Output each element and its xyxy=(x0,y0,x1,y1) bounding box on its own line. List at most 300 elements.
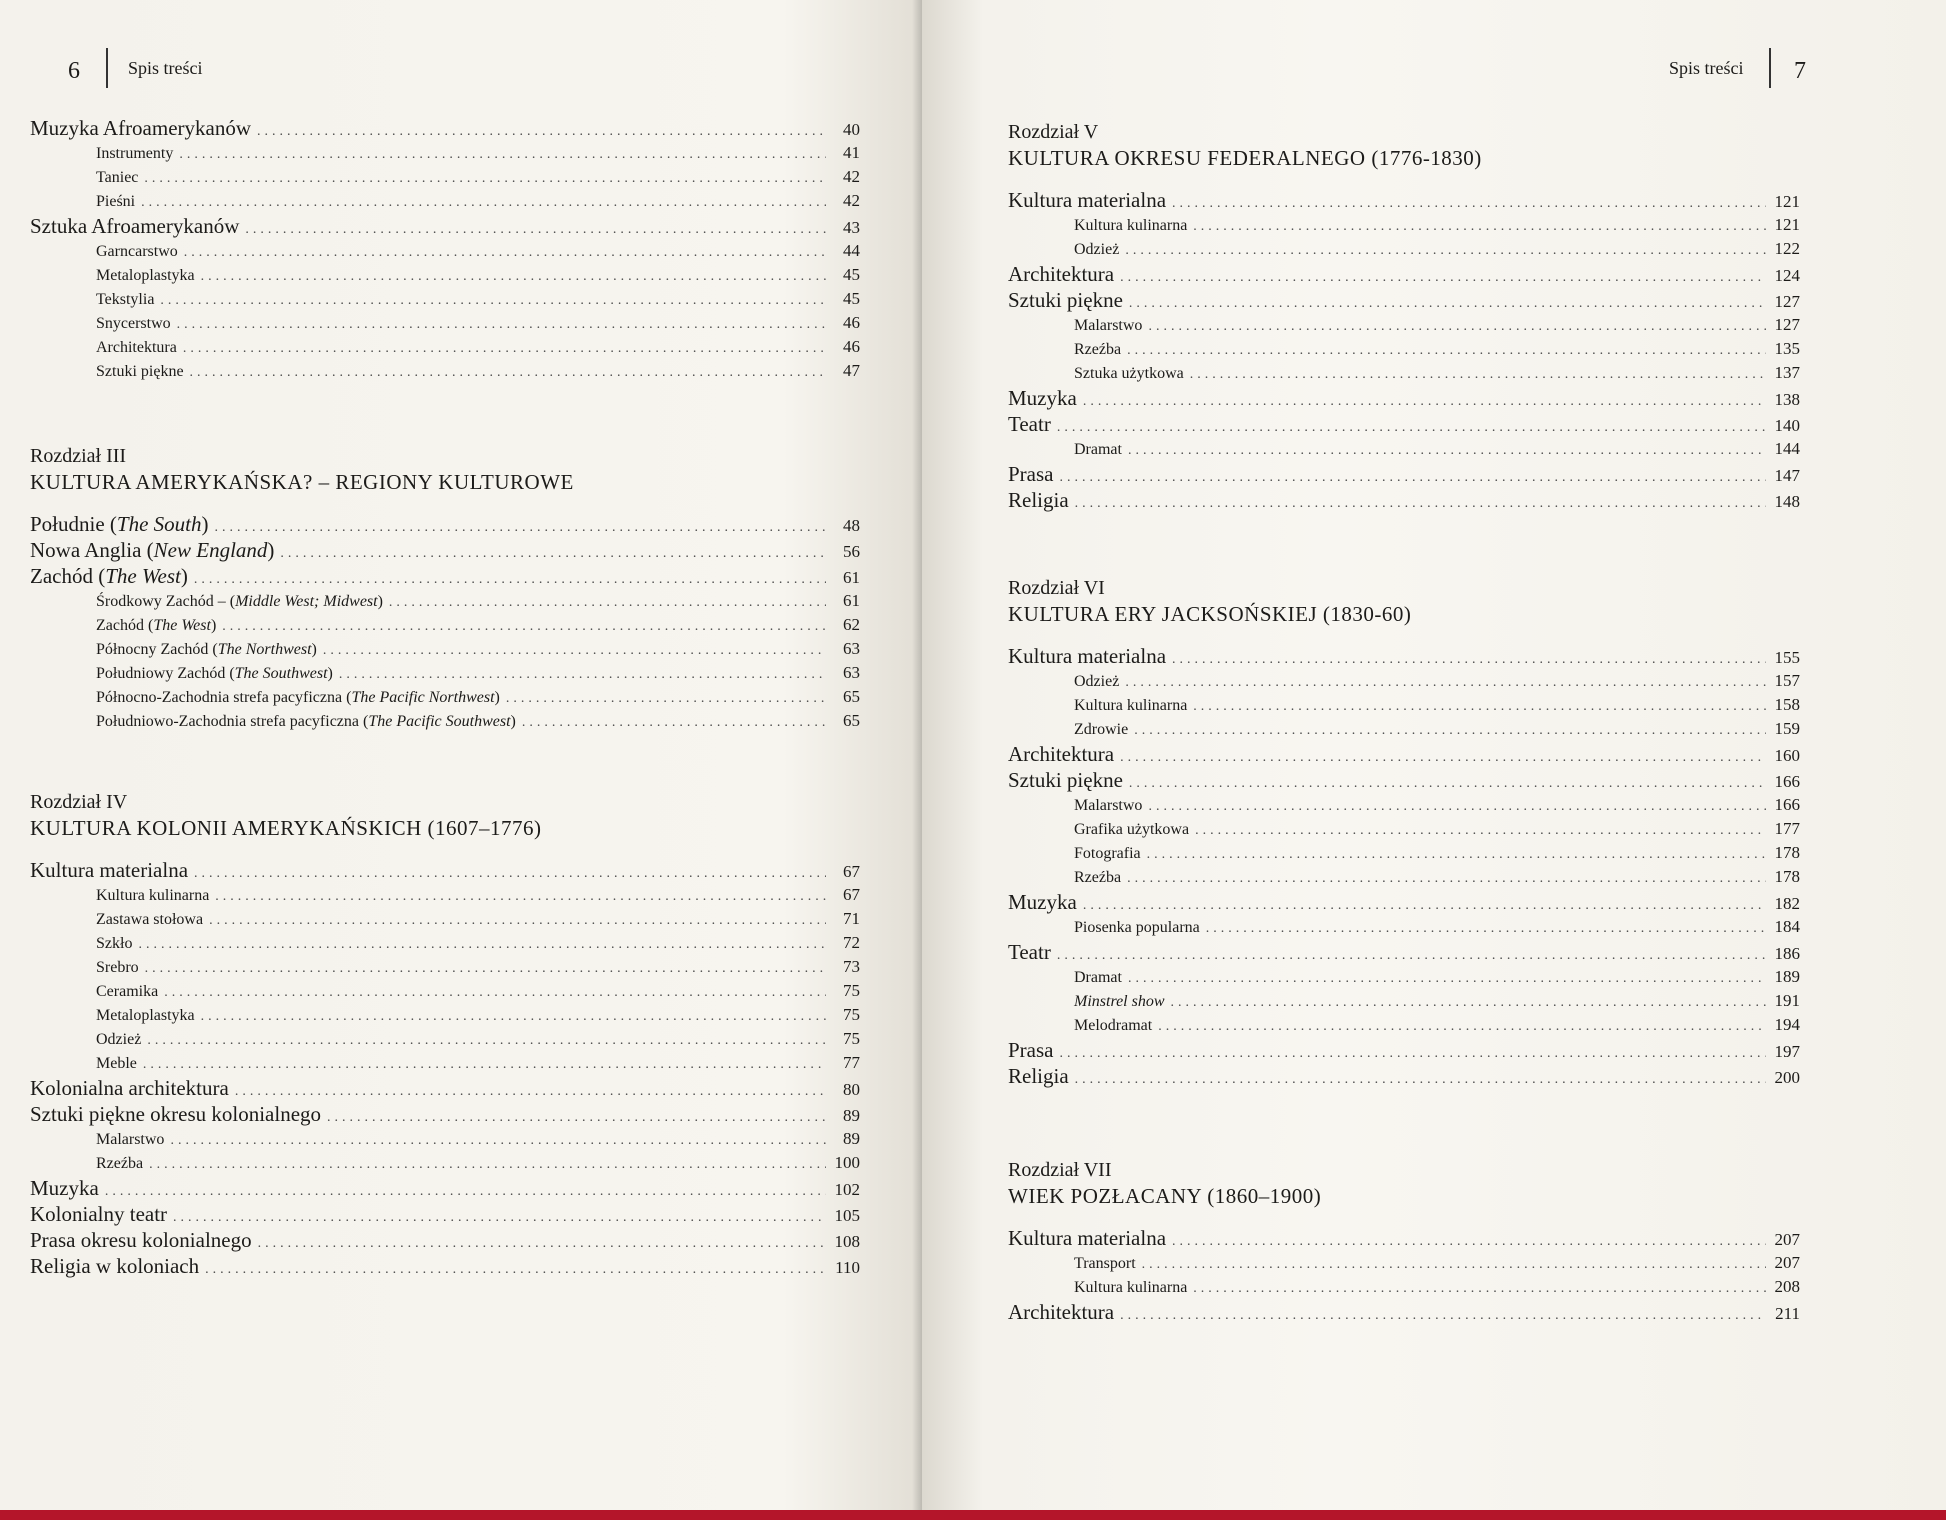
dot-leader xyxy=(1127,872,1766,886)
dot-leader xyxy=(1120,1309,1766,1323)
toc-entry-title: Zachód (The West) xyxy=(30,564,188,588)
toc-entry-title: Kultura kulinarna xyxy=(1074,1279,1188,1296)
toc-entry xyxy=(1008,240,1800,264)
toc-entry-title: Szkło xyxy=(96,935,133,952)
toc-entry-title: Kultura materialna xyxy=(1008,188,1167,212)
dot-leader xyxy=(1057,421,1766,435)
toc-entry xyxy=(30,566,860,592)
toc-entry-page: 67 xyxy=(843,885,860,904)
toc-entry-title: Dramat xyxy=(1074,969,1122,986)
chapter-title: KULTURA OKRESU FEDERALNEGO (1776-1830) xyxy=(1008,146,1482,170)
toc-entry-title: Muzyka xyxy=(30,1176,99,1200)
toc-entry-title: Prasa xyxy=(1008,462,1054,486)
toc-entry-page: 110 xyxy=(835,1258,860,1277)
toc-entry-page: 43 xyxy=(843,218,860,237)
toc-entry xyxy=(1008,820,1800,844)
toc-entry-title: Południowo-Zachodnia strefa pacyficzna (The Pacific Southwest) xyxy=(96,713,516,730)
toc-entry-title: Religia xyxy=(1008,1064,1069,1088)
left-header-rule xyxy=(106,48,108,88)
toc-entry xyxy=(1008,968,1800,992)
toc-entry xyxy=(30,1078,860,1104)
toc-entry-page: 72 xyxy=(843,933,860,952)
toc-entry xyxy=(1008,844,1800,868)
toc-entry-title: Środkowy Zachód – (Middle West; Midwest) xyxy=(96,593,383,610)
toc-entry-page: 191 xyxy=(1774,991,1800,1010)
toc-entry-page: 137 xyxy=(1774,363,1800,382)
toc-entry-page: 121 xyxy=(1774,215,1800,234)
toc-entry xyxy=(30,192,860,216)
dot-leader xyxy=(143,1058,826,1072)
chapter-label: Rozdział III xyxy=(30,445,127,467)
toc-entry-title: Architektura xyxy=(1008,1300,1115,1324)
dot-leader xyxy=(138,938,826,952)
toc-entry-page: 108 xyxy=(834,1232,860,1251)
toc-entry-title: Sztuka Afroamerykanów xyxy=(30,214,240,238)
chapter-label: Rozdział VII xyxy=(1008,1159,1112,1181)
right-running-header: Spis treści xyxy=(1669,58,1744,78)
toc-entry-title: Odzież xyxy=(96,1031,142,1048)
toc-entry-title: Kultura kulinarna xyxy=(1074,217,1188,234)
toc-entry-page: 40 xyxy=(843,120,860,139)
toc-entry-page: 47 xyxy=(843,361,860,380)
toc-entry xyxy=(1008,744,1800,770)
dot-leader xyxy=(141,196,826,210)
toc-entry-title: Kultura kulinarna xyxy=(96,887,210,904)
toc-entry-page: 62 xyxy=(843,615,860,634)
toc-entry-page: 140 xyxy=(1774,416,1800,435)
toc-entry-page: 157 xyxy=(1774,671,1800,690)
toc-entry xyxy=(30,314,860,338)
dot-leader xyxy=(1172,197,1766,211)
toc-entry-title: Meble xyxy=(96,1055,137,1072)
toc-entry xyxy=(1008,290,1800,316)
toc-entry-page: 127 xyxy=(1774,292,1800,311)
toc-entry-title: Snycerstwo xyxy=(96,315,171,332)
dot-leader xyxy=(522,716,826,730)
toc-entry xyxy=(30,266,860,290)
toc-entry xyxy=(30,168,860,192)
chapter-label: Rozdział IV xyxy=(30,791,128,813)
dot-leader xyxy=(1128,972,1766,986)
toc-entry-title: Architektura xyxy=(1008,742,1115,766)
toc-entry-page: 189 xyxy=(1774,967,1800,986)
toc-entry xyxy=(30,514,860,540)
dot-leader xyxy=(1120,751,1766,765)
toc-entry xyxy=(30,1154,860,1178)
toc-entry-title: Północny Zachód (The Northwest) xyxy=(96,641,317,658)
dot-leader xyxy=(194,573,826,587)
toc-entry-page: 166 xyxy=(1774,772,1800,791)
toc-entry xyxy=(30,688,860,712)
toc-entry-title: Zachód (The West) xyxy=(96,617,217,634)
toc-entry xyxy=(1008,992,1800,1016)
dot-leader xyxy=(144,172,826,186)
dot-leader xyxy=(149,1158,826,1172)
toc-entry-title: Architektura xyxy=(96,339,177,356)
toc-entry-page: 184 xyxy=(1774,917,1800,936)
toc-entry xyxy=(30,144,860,168)
toc-entry-title: Sztuki piękne okresu kolonialnego xyxy=(30,1102,322,1126)
dot-leader xyxy=(1129,777,1766,791)
toc-entry-page: 45 xyxy=(843,289,860,308)
dot-leader xyxy=(245,223,826,237)
toc-entry-page: 208 xyxy=(1774,1277,1800,1296)
toc-entry-page: 178 xyxy=(1774,867,1800,886)
toc-entry-title: Grafika użytkowa xyxy=(1074,821,1190,838)
dot-leader xyxy=(1127,344,1766,358)
toc-entry-title: Teatr xyxy=(1008,940,1051,964)
chapter-title: WIEK POZŁACANY (1860–1900) xyxy=(1008,1184,1322,1208)
dot-leader xyxy=(1083,395,1766,409)
toc-entry xyxy=(1008,646,1800,672)
toc-entry-page: 46 xyxy=(843,313,860,332)
toc-entry-page: 73 xyxy=(843,957,860,976)
dot-leader xyxy=(1193,1282,1766,1296)
toc-entry-page: 61 xyxy=(843,568,860,587)
toc-entry-page: 63 xyxy=(843,639,860,658)
toc-entry-page: 159 xyxy=(1774,719,1800,738)
dot-leader xyxy=(1129,297,1766,311)
toc-entry xyxy=(1008,918,1800,942)
toc-entry xyxy=(1008,364,1800,388)
toc-chapter-5 xyxy=(1008,120,1800,516)
dot-leader xyxy=(1075,497,1766,511)
toc-entry-title: Rzeźba xyxy=(96,1155,144,1172)
toc-entry xyxy=(1008,440,1800,464)
toc-entry xyxy=(1008,1016,1800,1040)
toc-entry xyxy=(30,910,860,934)
toc-entry xyxy=(1008,388,1800,414)
toc-chapter-4 xyxy=(30,790,860,1282)
toc-entry xyxy=(1008,1254,1800,1278)
dot-leader xyxy=(1060,471,1767,485)
toc-chapter-7 xyxy=(1008,1158,1800,1328)
dot-leader xyxy=(160,294,826,308)
toc-entry xyxy=(30,1054,860,1078)
toc-entry-title: Odzież xyxy=(1074,241,1120,258)
toc-entry xyxy=(1008,216,1800,240)
toc-entry xyxy=(1008,1278,1800,1302)
dot-leader xyxy=(209,914,826,928)
toc-entry-title: Rzeźba xyxy=(1074,341,1122,358)
toc-entry xyxy=(30,216,860,242)
toc-entry xyxy=(30,362,860,386)
toc-entry-page: 102 xyxy=(834,1180,860,1199)
dot-leader xyxy=(201,270,826,284)
dot-leader xyxy=(145,962,826,976)
toc-entry-page: 207 xyxy=(1774,1253,1800,1272)
toc-entry-page: 41 xyxy=(843,143,860,162)
toc-chapter-3 xyxy=(30,444,860,736)
dot-leader xyxy=(258,1237,826,1251)
toc-entry-title: Prasa xyxy=(1008,1038,1054,1062)
toc-entry-title: Metaloplastyka xyxy=(96,267,195,284)
toc-entry xyxy=(1008,672,1800,696)
dot-leader xyxy=(1206,922,1766,936)
dot-leader xyxy=(1147,848,1766,862)
toc-entry xyxy=(1008,868,1800,892)
dot-leader xyxy=(506,692,826,706)
toc-entry-title: Północno-Zachodnia strefa pacyficzna (The Pacific Northwest) xyxy=(96,689,500,706)
dot-leader xyxy=(201,1010,826,1024)
toc-entry xyxy=(1008,490,1800,516)
dot-leader xyxy=(327,1111,826,1125)
dot-leader xyxy=(205,1263,826,1277)
toc-entry xyxy=(1008,464,1800,490)
toc-entry xyxy=(30,1256,860,1282)
toc-entry xyxy=(30,616,860,640)
toc-entry-page: 147 xyxy=(1774,466,1800,485)
dot-leader xyxy=(1195,824,1766,838)
dot-leader xyxy=(1128,444,1766,458)
dot-leader xyxy=(215,890,826,904)
toc-entry-title: Prasa okresu kolonialnego xyxy=(30,1228,252,1252)
toc-entry-title: Muzyka xyxy=(1008,890,1077,914)
toc-entry-page: 65 xyxy=(843,687,860,706)
dot-leader xyxy=(1171,996,1766,1010)
toc-entry-title: Odzież xyxy=(1074,673,1120,690)
toc-entry-page: 138 xyxy=(1774,390,1800,409)
toc-entry-page: 46 xyxy=(843,337,860,356)
toc-entry xyxy=(30,1104,860,1130)
toc-entry xyxy=(30,118,860,144)
toc-entry-page: 63 xyxy=(843,663,860,682)
toc-entry xyxy=(30,1130,860,1154)
toc-entry-page: 122 xyxy=(1774,239,1800,258)
chapter-title: KULTURA KOLONII AMERYKAŃSKICH (1607–1776) xyxy=(30,816,542,840)
toc-entry-title: Taniec xyxy=(96,169,139,186)
toc-entry-title: Tekstylia xyxy=(96,291,155,308)
dot-leader xyxy=(194,867,826,881)
toc-entry-title: Kultura materialna xyxy=(1008,1226,1167,1250)
toc-entry-title: Malarstwo xyxy=(1074,317,1143,334)
toc-entry-page: 148 xyxy=(1774,492,1800,511)
toc-entry xyxy=(30,640,860,664)
toc-entry-title: Południowy Zachód (The Southwest) xyxy=(96,665,333,682)
toc-entry-page: 105 xyxy=(834,1206,860,1225)
toc-entry-page: 75 xyxy=(843,981,860,1000)
toc-entry-page: 89 xyxy=(843,1106,860,1125)
toc-block-top xyxy=(30,118,860,386)
dot-leader xyxy=(1125,244,1766,258)
dot-leader xyxy=(389,596,826,610)
toc-entry-page: 155 xyxy=(1774,648,1800,667)
dot-leader xyxy=(184,246,826,260)
toc-entry-page: 71 xyxy=(843,909,860,928)
toc-entry-page: 211 xyxy=(1775,1304,1800,1323)
toc-entry-page: 186 xyxy=(1774,944,1800,963)
toc-entry-page: 67 xyxy=(843,862,860,881)
toc-entry xyxy=(1008,1302,1800,1328)
dot-leader xyxy=(257,125,826,139)
toc-entry xyxy=(30,540,860,566)
toc-entry-title: Kultura kulinarna xyxy=(1074,697,1188,714)
toc-entry-title: Zastawa stołowa xyxy=(96,911,204,928)
toc-entry-page: 42 xyxy=(843,167,860,186)
toc-entry-title: Muzyka xyxy=(1008,386,1077,410)
toc-entry-title: Melodramat xyxy=(1074,1017,1153,1034)
dot-leader xyxy=(1060,1047,1767,1061)
toc-entry xyxy=(1008,942,1800,968)
toc-entry xyxy=(1008,1066,1800,1092)
toc-entry xyxy=(1008,1040,1800,1066)
toc-entry-page: 44 xyxy=(843,241,860,260)
toc-entry xyxy=(30,860,860,886)
toc-entry-title: Południe (The South) xyxy=(30,512,209,536)
dot-leader xyxy=(1193,700,1766,714)
toc-entry-page: 80 xyxy=(843,1080,860,1099)
dot-leader xyxy=(170,1134,826,1148)
toc-entry-title: Nowa Anglia (New England) xyxy=(30,538,275,562)
dot-leader xyxy=(1125,676,1766,690)
dot-leader xyxy=(1083,899,1766,913)
toc-entry-page: 75 xyxy=(843,1005,860,1024)
toc-entry-title: Dramat xyxy=(1074,441,1122,458)
toc-entry-title: Sztuki piękne xyxy=(96,363,184,380)
toc-entry xyxy=(1008,892,1800,918)
dot-leader xyxy=(1075,1073,1766,1087)
toc-entry-page: 166 xyxy=(1774,795,1800,814)
toc-entry-page: 45 xyxy=(843,265,860,284)
dot-leader xyxy=(1120,271,1766,285)
dot-leader xyxy=(164,986,826,1000)
dot-leader xyxy=(179,148,826,162)
toc-entry xyxy=(1008,414,1800,440)
dot-leader xyxy=(323,644,826,658)
toc-entry-title: Religia w koloniach xyxy=(30,1254,200,1278)
toc-entry-page: 135 xyxy=(1774,339,1800,358)
dot-leader xyxy=(1134,724,1766,738)
toc-entry-title: Malarstwo xyxy=(1074,797,1143,814)
toc-entry xyxy=(30,982,860,1006)
right-header-rule xyxy=(1769,48,1771,88)
dot-leader xyxy=(235,1085,826,1099)
toc-entry-title: Ceramika xyxy=(96,983,159,1000)
toc-chapter-6 xyxy=(1008,576,1800,1092)
toc-entry-title: Minstrel show xyxy=(1074,993,1165,1010)
toc-entry-page: 56 xyxy=(843,542,860,561)
dot-leader xyxy=(1148,320,1766,334)
toc-entry-page: 197 xyxy=(1774,1042,1800,1061)
toc-entry xyxy=(1008,264,1800,290)
dot-leader xyxy=(147,1034,826,1048)
toc-entry-page: 48 xyxy=(843,516,860,535)
toc-entry xyxy=(30,1006,860,1030)
toc-entry-title: Religia xyxy=(1008,488,1069,512)
chapter-label: Rozdział VI xyxy=(1008,577,1105,599)
toc-entry-title: Architektura xyxy=(1008,262,1115,286)
chapter-title: KULTURA ERY JACKSOŃSKIEJ (1830-60) xyxy=(1008,602,1412,626)
toc-entry-title: Srebro xyxy=(96,959,139,976)
chapter-title: KULTURA AMERYKAŃSKA? – REGIONY KULTUROWE xyxy=(30,470,574,494)
dot-leader xyxy=(1172,653,1766,667)
dot-leader xyxy=(1190,368,1766,382)
dot-leader xyxy=(1193,220,1766,234)
toc-entry-title: Sztuka użytkowa xyxy=(1074,365,1184,382)
dot-leader xyxy=(1142,1258,1766,1272)
dot-leader xyxy=(105,1185,826,1199)
dot-leader xyxy=(215,521,826,535)
toc-entry-title: Piosenka popularna xyxy=(1074,919,1200,936)
dot-leader xyxy=(183,342,826,356)
toc-entry-title: Kultura materialna xyxy=(1008,644,1167,668)
toc-entry xyxy=(30,1178,860,1204)
dot-leader xyxy=(222,620,826,634)
toc-entry xyxy=(1008,796,1800,820)
toc-entry xyxy=(1008,316,1800,340)
dot-leader xyxy=(1172,1235,1766,1249)
toc-entry xyxy=(1008,720,1800,744)
toc-entry xyxy=(30,242,860,266)
toc-entry-title: Muzyka Afroamerykanów xyxy=(30,116,252,140)
toc-entry-page: 100 xyxy=(834,1153,860,1172)
toc-entry-page: 121 xyxy=(1774,192,1800,211)
toc-entry-page: 124 xyxy=(1774,266,1800,285)
toc-entry xyxy=(30,290,860,314)
dot-leader xyxy=(190,366,826,380)
left-page-number: 6 xyxy=(68,58,80,84)
toc-entry-title: Transport xyxy=(1074,1255,1136,1272)
left-page xyxy=(0,0,922,1510)
toc-entry-page: 65 xyxy=(843,711,860,730)
left-running-header: Spis treści xyxy=(128,58,203,78)
toc-entry-page: 77 xyxy=(843,1053,860,1072)
toc-entry xyxy=(30,1230,860,1256)
toc-entry-page: 127 xyxy=(1774,315,1800,334)
dot-leader xyxy=(177,318,826,332)
toc-entry-page: 177 xyxy=(1774,819,1800,838)
dot-leader xyxy=(1158,1020,1766,1034)
toc-entry-page: 182 xyxy=(1774,894,1800,913)
toc-entry-title: Kolonialny teatr xyxy=(30,1202,168,1226)
chapter-label: Rozdział V xyxy=(1008,121,1099,143)
toc-entry xyxy=(30,934,860,958)
toc-entry-page: 158 xyxy=(1774,695,1800,714)
toc-entry xyxy=(30,338,860,362)
toc-entry xyxy=(1008,340,1800,364)
dot-leader xyxy=(280,547,826,561)
toc-entry xyxy=(30,958,860,982)
toc-entry xyxy=(30,592,860,616)
toc-entry-page: 200 xyxy=(1774,1068,1800,1087)
toc-entry-title: Teatr xyxy=(1008,412,1051,436)
toc-entry-title: Metaloplastyka xyxy=(96,1007,195,1024)
toc-entry-title: Fotografia xyxy=(1074,845,1141,862)
toc-entry xyxy=(30,1030,860,1054)
toc-entry-page: 61 xyxy=(843,591,860,610)
toc-entry-page: 160 xyxy=(1774,746,1800,765)
toc-entry xyxy=(30,1204,860,1230)
dot-leader xyxy=(339,668,826,682)
toc-entry-title: Kolonialna architektura xyxy=(30,1076,229,1100)
toc-entry-page: 42 xyxy=(843,191,860,210)
toc-entry-page: 194 xyxy=(1774,1015,1800,1034)
toc-entry xyxy=(1008,190,1800,216)
toc-entry-title: Kultura materialna xyxy=(30,858,189,882)
toc-entry xyxy=(1008,770,1800,796)
dot-leader xyxy=(173,1211,826,1225)
toc-entry-title: Instrumenty xyxy=(96,145,174,162)
toc-entry xyxy=(30,712,860,736)
toc-entry-title: Sztuki piękne xyxy=(1008,768,1123,792)
toc-entry-title: Zdrowie xyxy=(1074,721,1129,738)
dot-leader xyxy=(1148,800,1766,814)
toc-entry-page: 75 xyxy=(843,1029,860,1048)
toc-entry-page: 207 xyxy=(1774,1230,1800,1249)
toc-entry-page: 89 xyxy=(843,1129,860,1148)
toc-entry-page: 178 xyxy=(1774,843,1800,862)
toc-entry-title: Pieśni xyxy=(96,193,136,210)
